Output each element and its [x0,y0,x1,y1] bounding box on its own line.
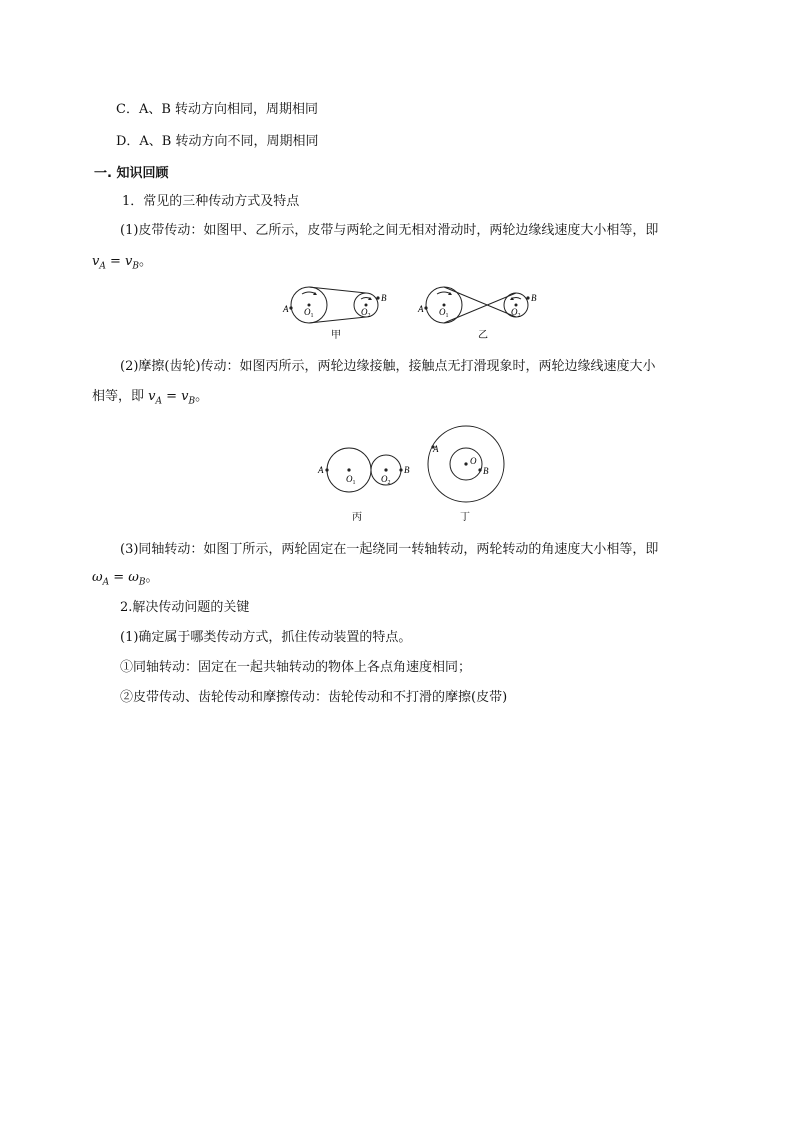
bing-o2: $O_2$ [381,474,391,486]
yi-label-b: B [531,293,537,303]
coaxial-text-line1: (3)同轴转动：如图丁所示，两轮固定在一起绕同一转轴转动，两轮转动的角速度大小相等，即 [120,542,659,557]
bing-label-a: A [318,465,324,475]
key-1a: ①同轴转动：固定在一起共轴转动的物体上各点角速度相同； [120,660,472,675]
friction-text-line1: (2)摩擦(齿轮)传动：如图丙所示，两轮边缘接触，接触点无打滑现象时，两轮边缘线速度大小 [120,359,656,374]
figure-jia [278,280,398,340]
jia-caption: 甲 [331,330,341,341]
key-1: (1)确定属于哪类传动方式，抓住传动装置的特点。 [120,630,412,645]
coaxial-equation: $\omega_A = \omega_B$。 [92,570,159,588]
section-heading: 一. 知识回顾 [94,166,169,181]
ding-o: O [470,456,477,466]
belt-text-line1: (1)皮带传动：如图甲、乙所示，皮带与两轮之间无相对滑动时，两轮边缘线速度大小相等，即 [120,223,659,238]
belt-equation: $v_A = v_B$。 [92,254,153,272]
option-d: D．A、B 转动方向不同，周期相同 [116,134,319,149]
item-1-title: 1．常见的三种传动方式及特点 [122,194,300,209]
yi-o2: $O_2$ [511,307,521,319]
key-1b: ②皮带传动、齿轮传动和摩擦传动：齿轮传动和不打滑的摩擦(皮带) [120,690,508,705]
yi-label-a: A [418,304,424,314]
bing-o1: $O_1$ [346,474,356,486]
friction-text-line2: 相等，即 $v_A = v_B$。 [92,389,209,407]
yi-caption: 乙 [478,330,488,341]
jia-label-b: B [381,293,387,303]
figure-ding [420,420,512,524]
ding-label-a: A [433,444,439,454]
yi-o1: $O_1$ [439,307,449,319]
figure-yi [416,280,546,340]
jia-o1: $O_1$ [304,307,314,319]
item-2-title: 2.解决传动问题的关键 [120,600,250,615]
bing-label-b: B [404,465,410,475]
figure-bing [314,440,414,522]
jia-o2: $O_2$ [361,307,371,319]
jia-label-a: A [283,304,289,314]
bing-caption: 丙 [352,512,362,523]
ding-caption: 丁 [460,512,470,523]
ding-label-b: B [483,466,489,476]
option-c: C．A、B 转动方向相同，周期相同 [116,102,319,117]
